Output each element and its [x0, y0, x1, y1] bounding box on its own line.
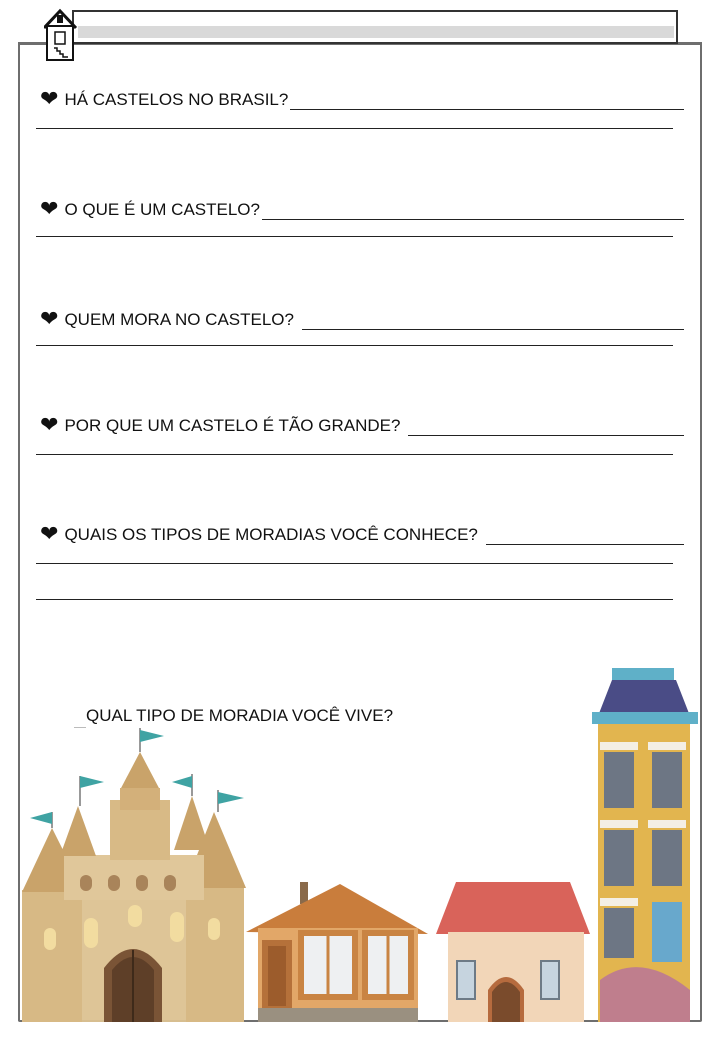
answer-line[interactable] [36, 128, 673, 129]
heart-icon: ❤ [40, 521, 59, 546]
question-5-text: QUAIS OS TIPOS DE MORADIAS VOCÊ CONHECE? [64, 525, 478, 544]
answer-line[interactable] [36, 454, 673, 455]
answer-line[interactable] [290, 91, 684, 110]
final-question: QUAL TIPO DE MORADIA VOCÊ VIVE? [86, 706, 394, 725]
question-1-text: HÁ CASTELOS NO BRASIL? [64, 90, 289, 109]
question-4 [40, 414, 684, 436]
name-field[interactable] [72, 10, 678, 44]
answer-line[interactable] [408, 417, 684, 436]
heart-icon: ❤ [40, 196, 59, 221]
heart-icon: ❤ [40, 86, 59, 111]
question-1 [40, 88, 684, 110]
answer-line[interactable] [262, 201, 684, 220]
question-2 [40, 198, 684, 220]
answer-line[interactable] [302, 311, 684, 330]
answer-line[interactable] [486, 526, 684, 545]
answer-line[interactable] [36, 236, 673, 237]
question-3 [40, 308, 684, 330]
answer-line[interactable] [36, 345, 673, 346]
question-3-text: QUEM MORA NO CASTELO? [64, 310, 294, 329]
heart-icon: ❤ [40, 412, 59, 437]
answer-line[interactable] [36, 563, 673, 564]
final-question-rule [74, 727, 86, 728]
question-5 [40, 523, 684, 545]
name-field-shade [78, 26, 674, 38]
question-2-text: O QUE É UM CASTELO? [64, 200, 260, 219]
question-4-text: POR QUE UM CASTELO É TÃO GRANDE? [64, 416, 401, 435]
heart-icon: ❤ [40, 306, 59, 331]
house-outline-icon [44, 8, 78, 62]
answer-line[interactable] [36, 599, 673, 600]
